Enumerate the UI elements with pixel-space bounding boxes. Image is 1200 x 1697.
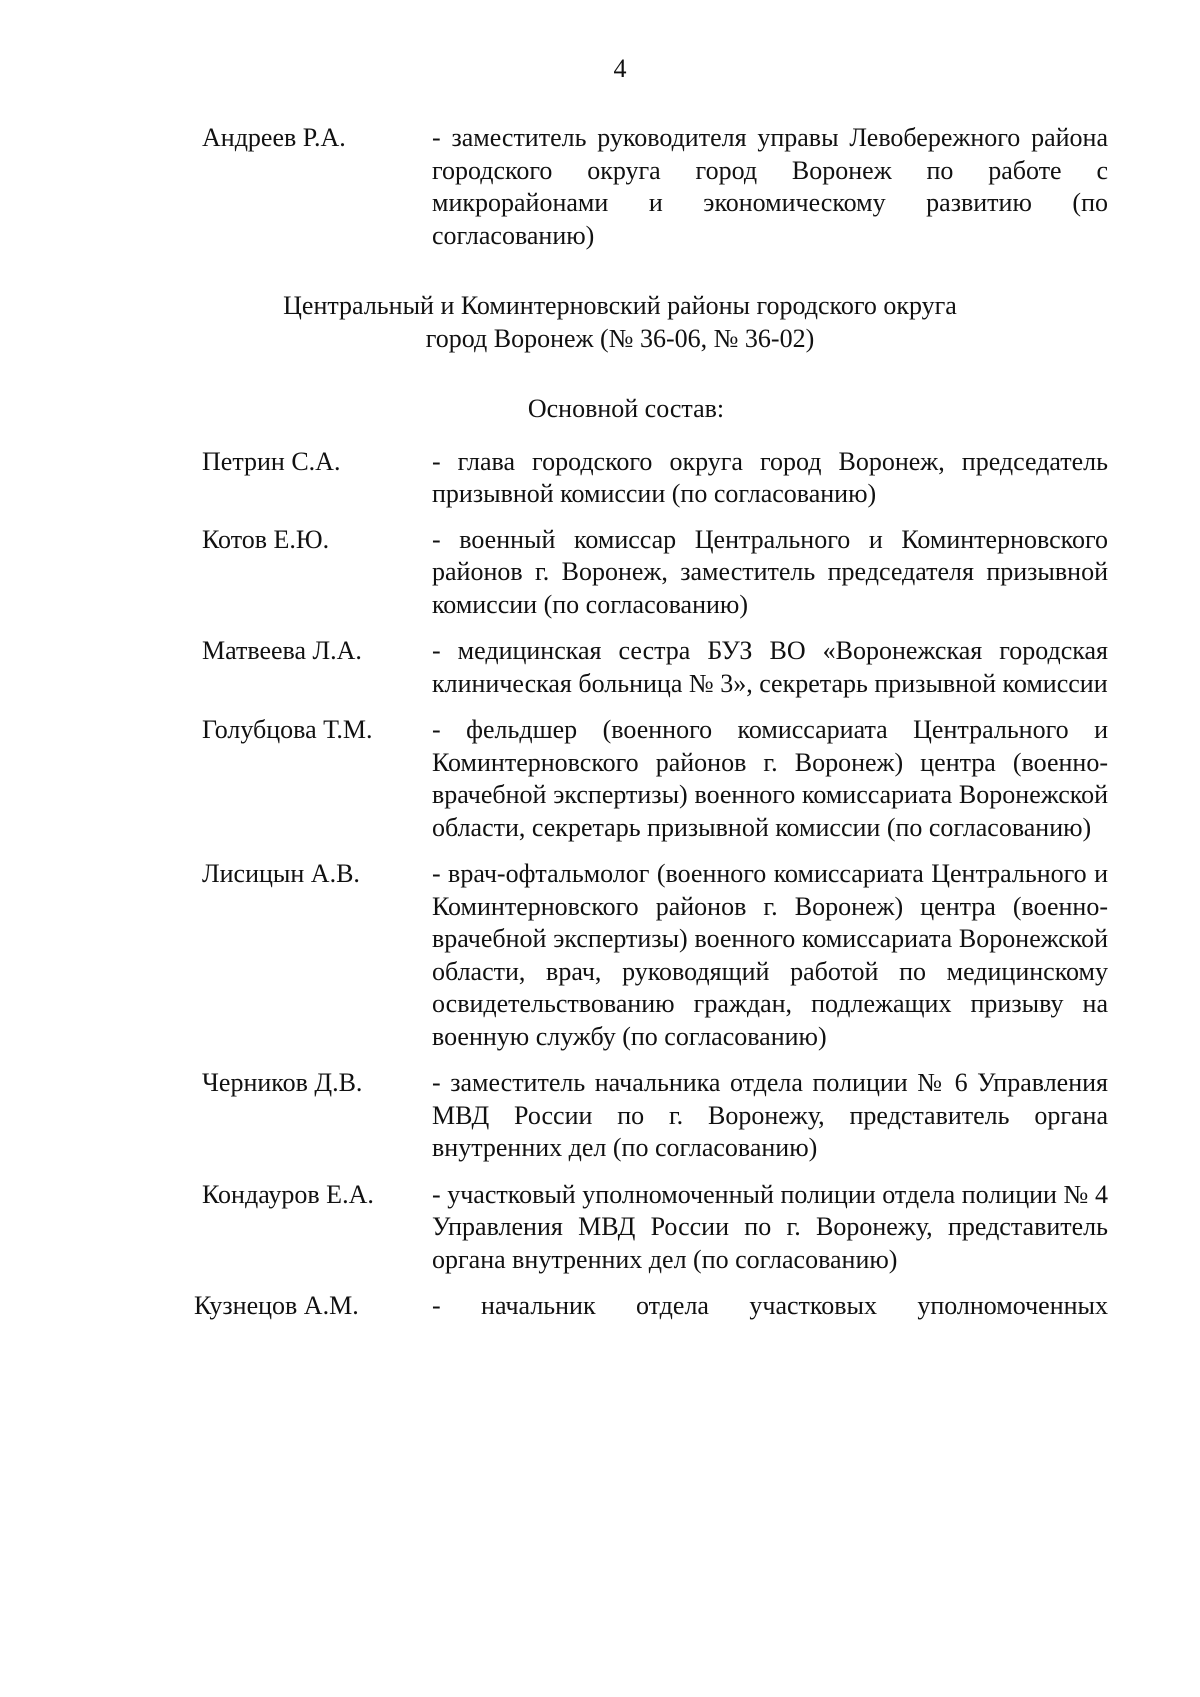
- member-row: [0, 858, 1200, 1053]
- member-name: Черников Д.В.: [202, 1068, 363, 1097]
- member-name: Голубцова Т.М.: [202, 715, 373, 744]
- member-description: - врач-офтальмолог (военного комиссариата Центрального и Коминтерновского районов г. Воронеж) центра (военно-врачебной экспертизы) военного комиссариата Воронежской области, врач, руководящий работой по медицинскому освидетельствованию граждан, подлежащих призыву на военную службу (по согласованию): [432, 859, 1108, 1051]
- member-row: [0, 446, 1200, 511]
- section-subtitle: Основной состав:: [527, 394, 725, 423]
- section-title-line-1: Центральный и Коминтерновский районы городского округа: [283, 291, 957, 320]
- member-name: Котов Е.Ю.: [202, 524, 330, 554]
- member-name: Андреев Р.А.: [202, 123, 346, 152]
- member-row: [0, 714, 1200, 844]
- section-title: [0, 290, 1200, 355]
- member-name: Кондауров Е.А.: [202, 1179, 374, 1209]
- member-description: - заместитель руководителя управы Левобережного района городского округа город Воронеж по работе с микрорайонами и экономическому развитию (по согласованию): [432, 123, 1108, 250]
- document-body: [0, 122, 1200, 1347]
- member-description: - начальник отдела участковых уполномоченных: [432, 1291, 1108, 1320]
- member-row: [0, 1067, 1200, 1165]
- member-row: [0, 635, 1200, 700]
- member-description: - глава городского округа город Воронеж, председатель призывной комиссии (по согласованию): [432, 446, 1108, 508]
- member-row: [0, 524, 1200, 622]
- member-row: [0, 1179, 1200, 1277]
- member-description: - военный комиссар Центрального и Коминтерновского районов г. Воронеж, заместитель председателя призывной комиссии (по согласованию): [432, 524, 1108, 619]
- member-row: [0, 1290, 1200, 1323]
- member-description: - фельдшер (военного комиссариата Центрального и Коминтерновского районов г. Воронеж) центра (военно-врачебной экспертизы) военного комиссариата Воронежской области, секретарь призывной комиссии (по согласованию): [432, 715, 1108, 842]
- member-name: Кузнецов А.М.: [194, 1291, 359, 1320]
- member-description: - участковый уполномоченный полиции отдела полиции № 4 Управления МВД России по г. Воронежу, представитель органа внутренних дел (по согласованию): [432, 1179, 1108, 1274]
- member-row-andreev: [0, 122, 1200, 252]
- member-name: Лисицын А.В.: [202, 859, 360, 888]
- page-number: 4: [613, 54, 627, 83]
- member-description: - медицинская сестра БУЗ ВО «Воронежская городская клиническая больница № 3», секретарь призывной комиссии: [432, 636, 1108, 698]
- section-title-line-2: город Воронеж (№ 36-06, № 36-02): [425, 323, 815, 353]
- member-name: Петрин С.А.: [202, 446, 341, 476]
- member-description: - заместитель начальника отдела полиции № 6 Управления МВД России по г. Воронежу, представитель органа внутренних дел (по согласованию): [432, 1068, 1108, 1162]
- member-name: Матвеева Л.А.: [202, 636, 362, 665]
